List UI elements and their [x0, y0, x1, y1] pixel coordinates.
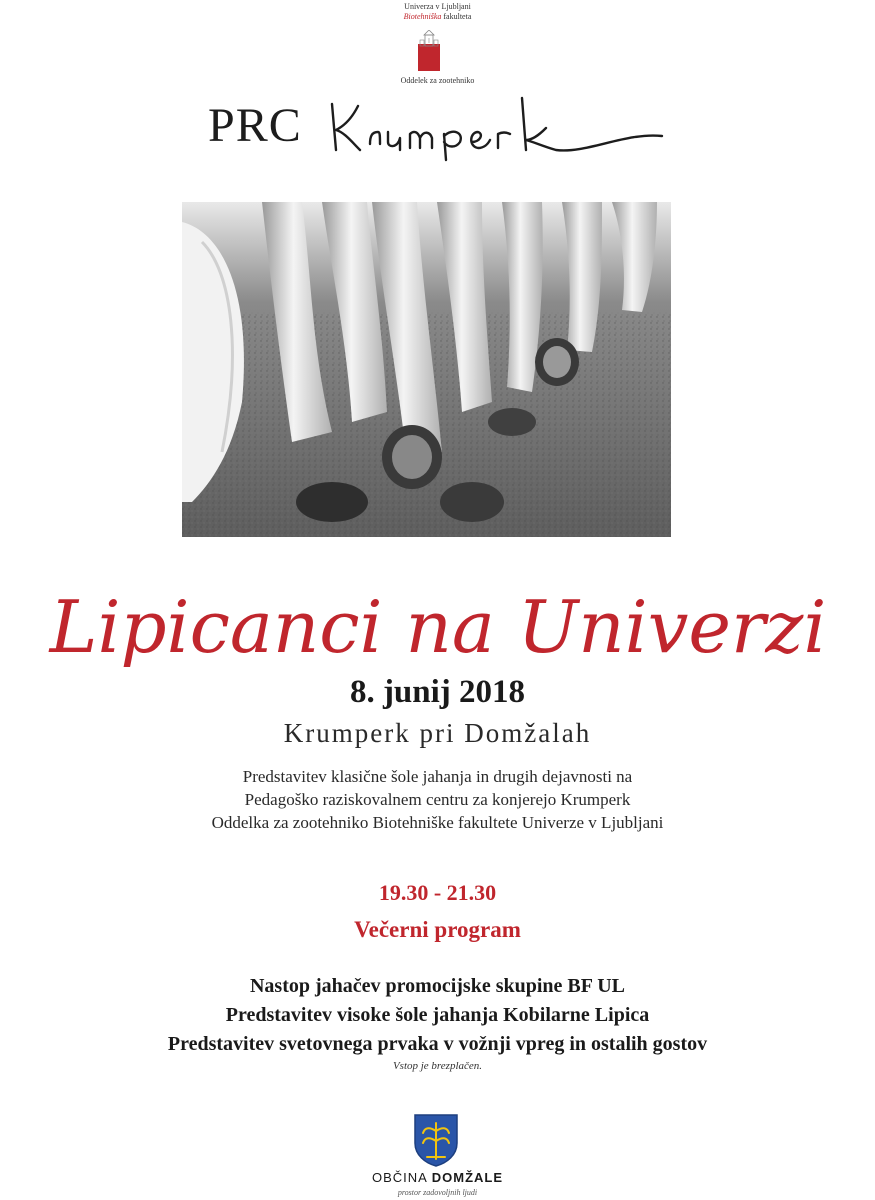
prc-prefix: PRC	[208, 99, 302, 152]
prc-krumperk-logo	[208, 92, 668, 162]
program-label: Večerni program	[354, 917, 521, 942]
university-name: Univerza v Ljubljani	[404, 2, 471, 11]
faculty-name-rest: fakulteta	[443, 12, 472, 21]
entry-note: Vstop je brezplačen.	[392, 1060, 483, 1072]
horses-legs-photo	[182, 202, 671, 537]
municipality-name	[0, 1170, 875, 1185]
faculty-name	[0, 12, 875, 22]
activity-item: Predstavitev visoke šole jahanja Kobilarne Lipica	[225, 1004, 650, 1026]
department-name: Oddelek za zootehniko	[400, 76, 475, 85]
faculty-name-red: Biotehniška	[403, 12, 442, 21]
event-title-text: Lipicanci na Univerzi	[49, 585, 827, 669]
domzale-coat-of-arms	[413, 1113, 459, 1167]
municipality-title: DOMŽALE	[431, 1170, 504, 1185]
description-line: Predstavitev klasične šole jahanja in drugih dejavnosti na	[242, 767, 633, 786]
municipality-prefix: OBČINA	[371, 1170, 428, 1185]
event-title	[28, 580, 848, 680]
municipality-motto: prostor zadovoljnih ljudi	[397, 1188, 478, 1197]
activity-item: Nastop jahačev promocijske skupine BF UL	[249, 975, 626, 997]
event-place: Krumperk pri Domžalah	[283, 718, 592, 748]
activity-item: Predstavitev svetovnega prvaka v vožnji vpreg in ostalih gostov	[167, 1033, 708, 1055]
event-date: 8. junij 2018	[349, 674, 526, 710]
event-time: 19.30 - 21.30	[378, 880, 497, 905]
activities-list	[0, 972, 875, 1059]
krumperk-signature-icon	[326, 92, 666, 162]
description-line: Oddelka za zootehniko Biotehniške fakultete Univerze v Ljubljani	[211, 813, 664, 832]
event-description	[0, 765, 875, 834]
description-line: Pedagoško raziskovalnem centru za konjerejo Krumperk	[244, 790, 631, 809]
university-tower-logo	[417, 30, 441, 72]
